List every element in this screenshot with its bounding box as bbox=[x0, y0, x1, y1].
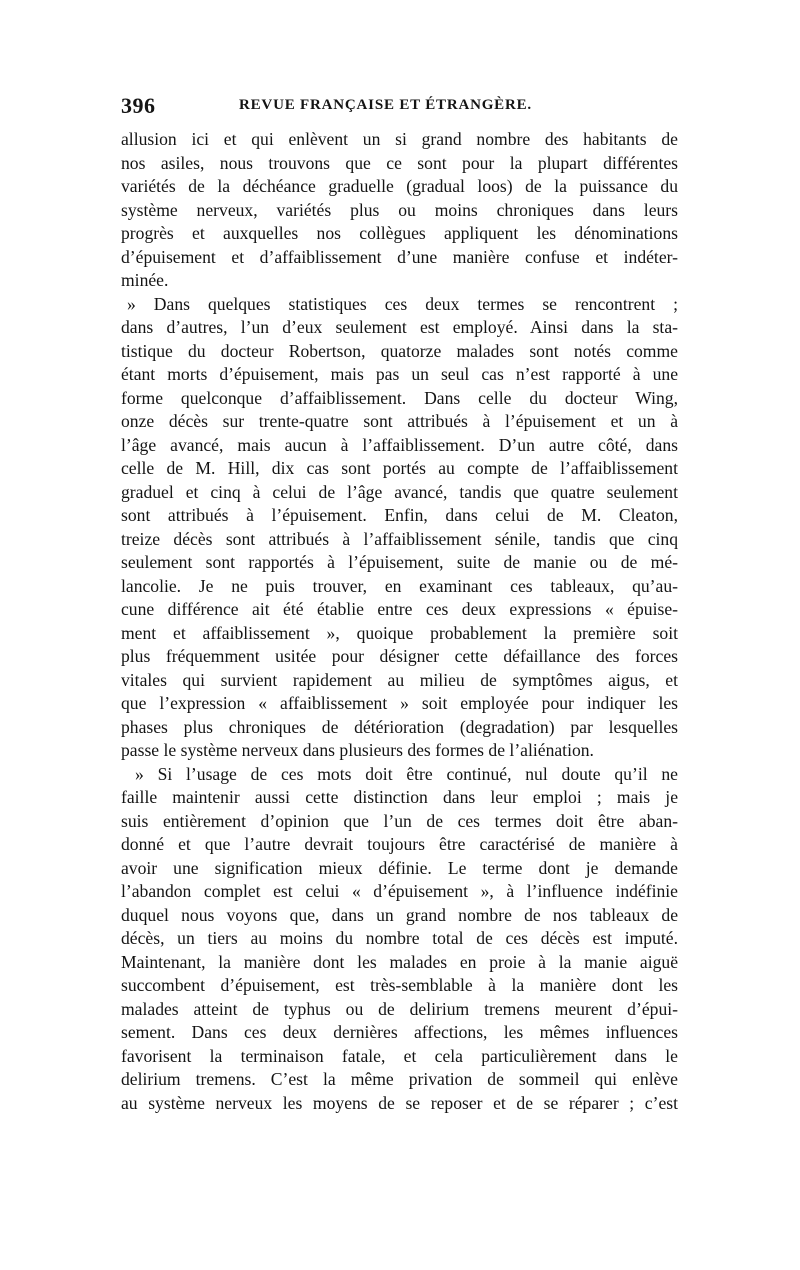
text-line: sont attribués à l’épuisement. Enfin, dans celui de M. Cleaton, bbox=[121, 505, 678, 525]
text-line: graduel et cinq à celui de l’âge avancé, tandis que quatre seulement bbox=[121, 481, 678, 502]
text-line: phases plus chroniques de détérioration (degradation) par lesquelles bbox=[121, 716, 678, 737]
text-line: l’abandon complet est celui « d’épuisement », à l’influence indéfinie bbox=[121, 881, 678, 901]
text-line: favorisent la terminaison fatale, et cela particulièrement dans le bbox=[121, 1045, 678, 1066]
text-line: que l’expression « affaiblissement » soit employée pour indiquer les bbox=[121, 693, 678, 713]
text-line: d’épuisement et d’affaiblissement d’une manière confuse et indéter- bbox=[121, 246, 678, 267]
text-line: suis entièrement d’opinion que l’un de ces termes doit être aban- bbox=[121, 810, 678, 831]
text-line: sement. Dans ces deux dernières affections, les mêmes influences bbox=[121, 1022, 678, 1042]
text-line: celle de M. Hill, dix cas sont portés au compte de l’affaiblissement bbox=[121, 458, 678, 478]
text-line: faille maintenir aussi cette distinction dans leur emploi ; mais je bbox=[121, 787, 678, 807]
text-line: variétés de la déchéance graduelle (gradual loos) de la puissance du bbox=[121, 176, 678, 196]
text-line: vitales qui survient rapidement au milieu de symptômes aigus, et bbox=[121, 669, 678, 690]
text-line: l’âge avancé, mais aucun à l’affaiblissement. D’un autre côté, dans bbox=[121, 434, 678, 455]
paragraph-end-line: passe le système nerveux dans plusieurs des formes de l’aliénation. bbox=[121, 740, 594, 760]
text-line: Maintenant, la manière dont les malades en proie à la manie aiguë bbox=[121, 951, 678, 972]
text-line: décès, un tiers au moins du nombre total de ces décès est imputé. bbox=[121, 928, 678, 948]
text-line: nos asiles, nous trouvons que ce sont pour la plupart différentes bbox=[121, 152, 678, 173]
text-line: cune différence ait été établie entre ces deux expressions « épuise- bbox=[121, 599, 678, 619]
text-line: étant morts d’épuisement, mais pas un seul cas n’est rapporté à une bbox=[121, 364, 678, 384]
text-line: dans d’autres, l’un d’eux seulement est employé. Ainsi dans la sta- bbox=[121, 317, 678, 337]
text-line: tistique du docteur Robertson, quatorze malades sont notés comme bbox=[121, 340, 678, 361]
text-line: seulement sont rapportés à l’épuisement, suite de manie ou de mé- bbox=[121, 552, 678, 572]
text-line: au système nerveux les moyens de se reposer et de se réparer ; c’est bbox=[121, 1092, 678, 1113]
paragraph-start-line: » Dans quelques statistiques ces deux termes se rencontrent ; bbox=[127, 293, 678, 314]
text-line: forme quelconque d’affaiblissement. Dans celle du docteur Wing, bbox=[121, 387, 678, 408]
text-line: plus fréquemment usitée pour désigner cette défaillance des forces bbox=[121, 646, 678, 666]
page-header bbox=[121, 93, 678, 121]
paragraph-start-line: » Si l’usage de ces mots doit être continué, nul doute qu’il ne bbox=[135, 763, 678, 784]
page-number: 396 bbox=[121, 93, 156, 118]
running-title: REVUE FRANÇAISE ET ÉTRANGÈRE. bbox=[239, 97, 532, 113]
text-line: allusion ici et qui enlèvent un si grand nombre des habitants de bbox=[121, 129, 678, 149]
text-line: donné et que l’autre devrait toujours être caractérisé de manière à bbox=[121, 834, 678, 854]
text-line: onze décès sur trente-quatre sont attribués à l’épuisement et un à bbox=[121, 411, 678, 431]
text-line: avoir une signification mieux définie. Le terme dont je demande bbox=[121, 857, 678, 878]
text-line: malades atteint de typhus ou de delirium tremens meurent d’épui- bbox=[121, 998, 678, 1019]
text-line: treize décès sont attribués à l’affaiblissement sénile, tandis que cinq bbox=[121, 528, 678, 549]
text-line: lancolie. Je ne puis trouver, en examinant ces tableaux, qu’au- bbox=[121, 575, 678, 596]
paragraph-end-line: minée. bbox=[121, 270, 169, 290]
text-line: succombent d’épuisement, est très-semblable à la manière dont les bbox=[121, 975, 678, 995]
text-line: ment et affaiblissement », quoique probablement la première soit bbox=[121, 622, 678, 643]
text-line: progrès et auxquelles nos collègues appliquent les dénominations bbox=[121, 223, 678, 243]
text-line: delirium tremens. C’est la même privation de sommeil qui enlève bbox=[121, 1069, 678, 1089]
text-line: duquel nous voyons que, dans un grand nombre de nos tableaux de bbox=[121, 904, 678, 925]
body-text bbox=[121, 128, 678, 1115]
text-line: système nerveux, variétés plus ou moins chroniques dans leurs bbox=[121, 199, 678, 220]
